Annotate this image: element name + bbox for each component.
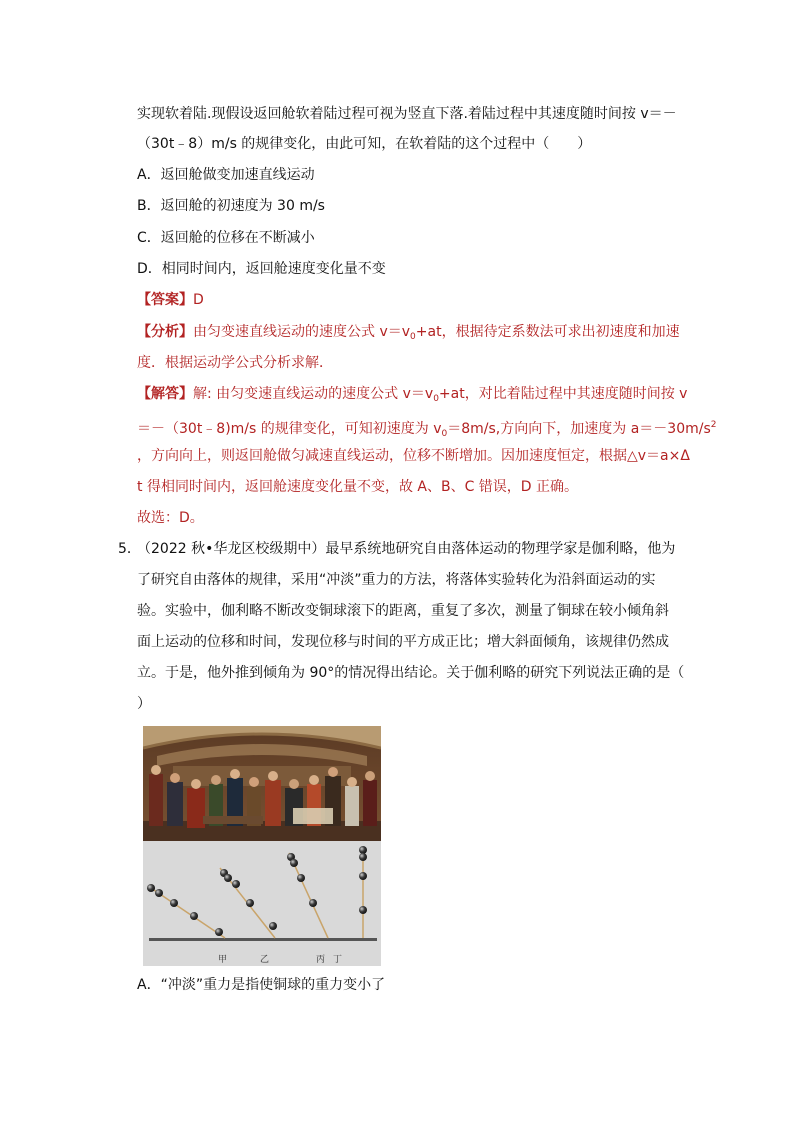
- problem5-line6: ）: [137, 696, 151, 712]
- problem5-number: 5．: [118, 541, 141, 557]
- label-bing: 丙: [316, 955, 326, 965]
- problem4-solution-line2: [137, 415, 716, 444]
- solution-tag: 【解答】: [137, 386, 193, 402]
- label-ding: 丁: [333, 955, 343, 965]
- analysis-text-b: +at，根据待定系数法可求出初速度和加速: [415, 324, 680, 340]
- solution-subscript-1: 0: [433, 394, 439, 404]
- problem4-solution-line4: t 得相同时间内，返回舱速度变化量不变，故 A、B、C 错误，D 正确。: [137, 479, 579, 495]
- solution-text-1a: 解: 由匀变速直线运动的速度公式 v＝v: [193, 386, 434, 402]
- galileo-figure: [143, 726, 381, 966]
- problem4-stem-line2: （30t﹣8）m/s 的规律变化，由此可知，在软着陆的这个过程中（ ）: [137, 136, 592, 152]
- problem4-option-b: B．返回舱的初速度为 30 m/s: [137, 198, 325, 214]
- problem4-solution-line3: ，方向向上，则返回舱做匀减速直线运动，位移不断增加。因加速度恒定，根据△v＝a×Δ: [137, 448, 690, 464]
- problem4-analysis-line1: [137, 322, 680, 347]
- answer-value: D: [193, 292, 204, 308]
- problem4-option-d: D．相同时间内，返回舱速度变化量不变: [137, 261, 386, 277]
- solution-superscript: 2: [710, 420, 717, 430]
- problem5-line4: 面上运动的位移和时间，发现位移与时间的平方成正比；增大斜面倾角，该规律仍然成: [137, 634, 669, 650]
- problem5-line2: 了研究自由落体的规律，采用“冲淡”重力的方法，将落体实验转化为沿斜面运动的实: [137, 572, 656, 588]
- problem4-analysis-line2: 度．根据运动学公式分析求解．: [137, 355, 333, 371]
- analysis-subscript: 0: [410, 332, 416, 342]
- problem4-solution-line1: [137, 384, 687, 409]
- solution-text-2a: ＝－（30t﹣8)m/s 的规律变化，可知初速度为 v: [137, 421, 442, 437]
- problem4-stem-line1: 实现软着陆.现假设返回舱软着陆过程可视为竖直下落.着陆过程中其速度随时间按 v＝－: [137, 106, 677, 122]
- problem5-line1: （2022 秋•华龙区校级期中）最早系统地研究自由落体运动的物理学家是伽利略，他为: [137, 541, 676, 557]
- solution-text-1b: +at，对比着陆过程中其速度随时间按 v: [438, 386, 688, 402]
- problem4-answer: [137, 290, 204, 310]
- analysis-tag: 【分析】: [137, 324, 193, 340]
- label-yi: 乙: [260, 955, 270, 965]
- fresco-painting: [143, 726, 381, 841]
- problem4-option-c: C．返回舱的位移在不断减小: [137, 230, 315, 246]
- problem5-line3: 验。实验中，伽利略不断改变铜球滚下的距离，重复了多次，测量了铜球在较小倾角斜: [137, 603, 669, 619]
- answer-tag: 【答案】: [137, 292, 193, 308]
- solution-subscript-2: 0: [441, 429, 448, 439]
- analysis-text-a: 由匀变速直线运动的速度公式 v＝v: [193, 324, 411, 340]
- problem5-line5: 立。于是，他外推到倾角为 90°的情况得出结论。关于伽利略的研究下列说法正确的是（: [137, 665, 685, 681]
- problem4-option-a: A．返回舱做变加速直线运动: [137, 167, 315, 183]
- problem4-choice: 故选：D。: [137, 510, 204, 526]
- solution-text-2b: ＝8m/s,方向向下，加速度为 a＝－30m/s: [447, 421, 711, 437]
- label-jia: 甲: [218, 955, 228, 965]
- inclined-plane-diagram: [143, 841, 381, 966]
- problem5-option-a: A．“冲淡”重力是指使铜球的重力变小了: [137, 977, 386, 993]
